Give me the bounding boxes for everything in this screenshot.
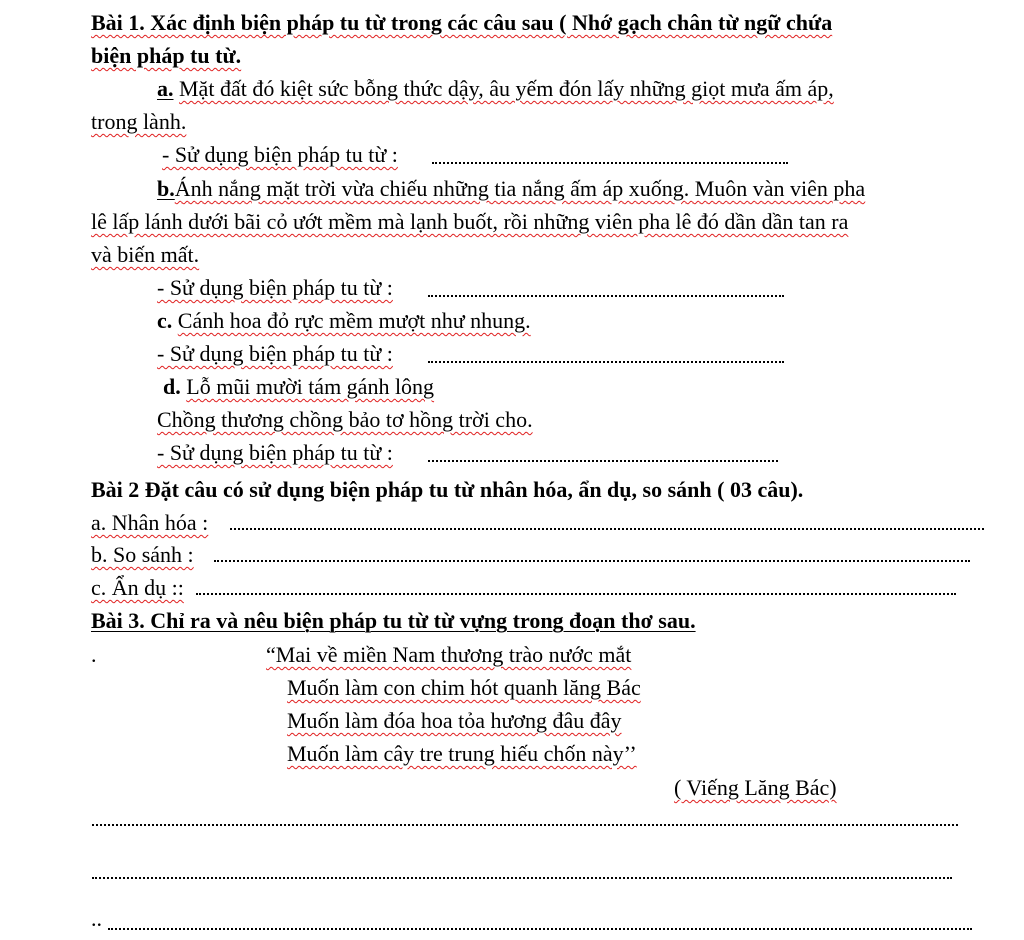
bai1-item-a — [157, 72, 834, 105]
bai2-a-line[interactable] — [230, 528, 984, 530]
bai2-b-line[interactable] — [214, 560, 970, 562]
c-answer-line[interactable] — [428, 361, 784, 363]
bai2-b-label — [91, 538, 194, 571]
poem-source-text: ( Viếng Lăng Bác) — [674, 775, 837, 800]
bai1-a-answer-label — [162, 138, 398, 171]
item-b-label: b. — [157, 176, 175, 201]
item-c-text: Cánh hoa đỏ rực mềm mượt như nhung. — [177, 308, 531, 333]
bai3-answer-line-3[interactable] — [108, 928, 972, 930]
lead-dot-text: . — [91, 642, 97, 667]
bai1-item-d-cont — [157, 403, 533, 436]
poem-line-2-text: Muốn làm con chim hót quanh lăng Bác — [287, 675, 641, 700]
bai2-c-text: c. Ẩn dụ :: — [91, 575, 184, 600]
bai2-b-text: b. So sánh : — [91, 542, 194, 567]
item-a-text-2: trong lành. — [91, 109, 187, 134]
bai1-title-text: Bài 1. Xác định biện pháp tu từ trong các câu sau ( Nhớ gạch chân từ ngữ chứa — [91, 10, 833, 35]
bai3-lead-dot — [91, 638, 97, 671]
poem-source — [674, 771, 837, 804]
poem-line-2 — [287, 671, 641, 704]
bai1-d-answer-label — [157, 436, 393, 469]
bai2-title — [91, 473, 803, 506]
bai1-item-b — [157, 172, 865, 205]
bai1-c-answer-label — [157, 337, 393, 370]
bai2-title-text: Bài 2 Đặt câu có sử dụng biện pháp tu từ nhân hóa, ẩn dụ, so sánh ( 03 câu). — [91, 477, 804, 502]
b-answer-line[interactable] — [428, 295, 784, 297]
item-d-label: d. — [163, 374, 181, 399]
bai2-c-label — [91, 571, 184, 604]
bai1-item-b-cont2 — [91, 238, 199, 271]
a-answer-line[interactable] — [432, 162, 788, 164]
poem-line-3-text: Muốn làm đóa hoa tỏa hương đâu đây — [287, 708, 622, 733]
poem-line-1-text: “Mai về miền Nam thương trào nước mắt — [266, 642, 632, 667]
bai2-a-label — [91, 506, 208, 539]
poem-line-1 — [266, 638, 631, 671]
bai1-item-a-cont — [91, 105, 186, 138]
c-answer-text: - Sử dụng biện pháp tu từ : — [157, 341, 393, 366]
item-b-text-2: lê lấp lánh dưới bãi cỏ ướt mềm mà lạnh buốt, rồi những viên pha lê đó dần dần tan ra — [91, 209, 849, 234]
bai2-c-line[interactable] — [196, 593, 956, 595]
bai3-answer-line-1[interactable] — [92, 824, 958, 826]
bai1-title-line2 — [91, 39, 241, 72]
bai3-title — [91, 604, 696, 637]
bai1-title-text-2: biện pháp tu từ. — [91, 43, 242, 68]
item-b-text-3: và biến mất. — [91, 242, 200, 267]
bai1-item-d — [163, 370, 434, 403]
poem-line-4-text: Muốn làm cây tre trung hiếu chốn này’’ — [287, 741, 637, 766]
bai1-b-answer-label — [157, 271, 393, 304]
a-answer-text: - Sử dụng biện pháp tu từ : — [162, 142, 398, 167]
poem-line-3 — [287, 704, 622, 737]
item-d-text-2: Chồng thương chồng bảo tơ hồng trời cho. — [157, 407, 533, 432]
b-answer-text: - Sử dụng biện pháp tu từ : — [157, 275, 393, 300]
d-answer-line[interactable] — [428, 460, 778, 462]
bai2-a-text: a. Nhân hóa : — [91, 510, 209, 535]
item-b-text: Ánh nắng mặt trời vừa chiếu những tia nắng ấm áp xuống. Muôn vàn viên pha — [174, 176, 866, 201]
poem-line-4 — [287, 737, 637, 770]
item-d-text: Lỗ mũi mười tám gánh lông — [186, 374, 435, 399]
item-c-label: c. — [157, 308, 173, 333]
bai1-title-line1 — [91, 6, 832, 39]
d-answer-text: - Sử dụng biện pháp tu từ : — [157, 440, 393, 465]
item-a-label: a. — [157, 76, 174, 101]
bai3-title-text: Bài 3. Chỉ ra và nêu biện pháp tu từ từ vựng trong đoạn thơ sau. — [91, 608, 696, 633]
bai1-item-c — [157, 304, 531, 337]
item-a-text: Mặt đất đó kiệt sức bỗng thức dậy, âu yếm đón lấy những giọt mưa ấm áp, — [179, 76, 834, 101]
bai1-item-b-cont — [91, 205, 848, 238]
bai3-last-dots — [91, 902, 102, 935]
last-dots-text: .. — [91, 906, 102, 931]
bai3-answer-line-2[interactable] — [92, 877, 952, 879]
